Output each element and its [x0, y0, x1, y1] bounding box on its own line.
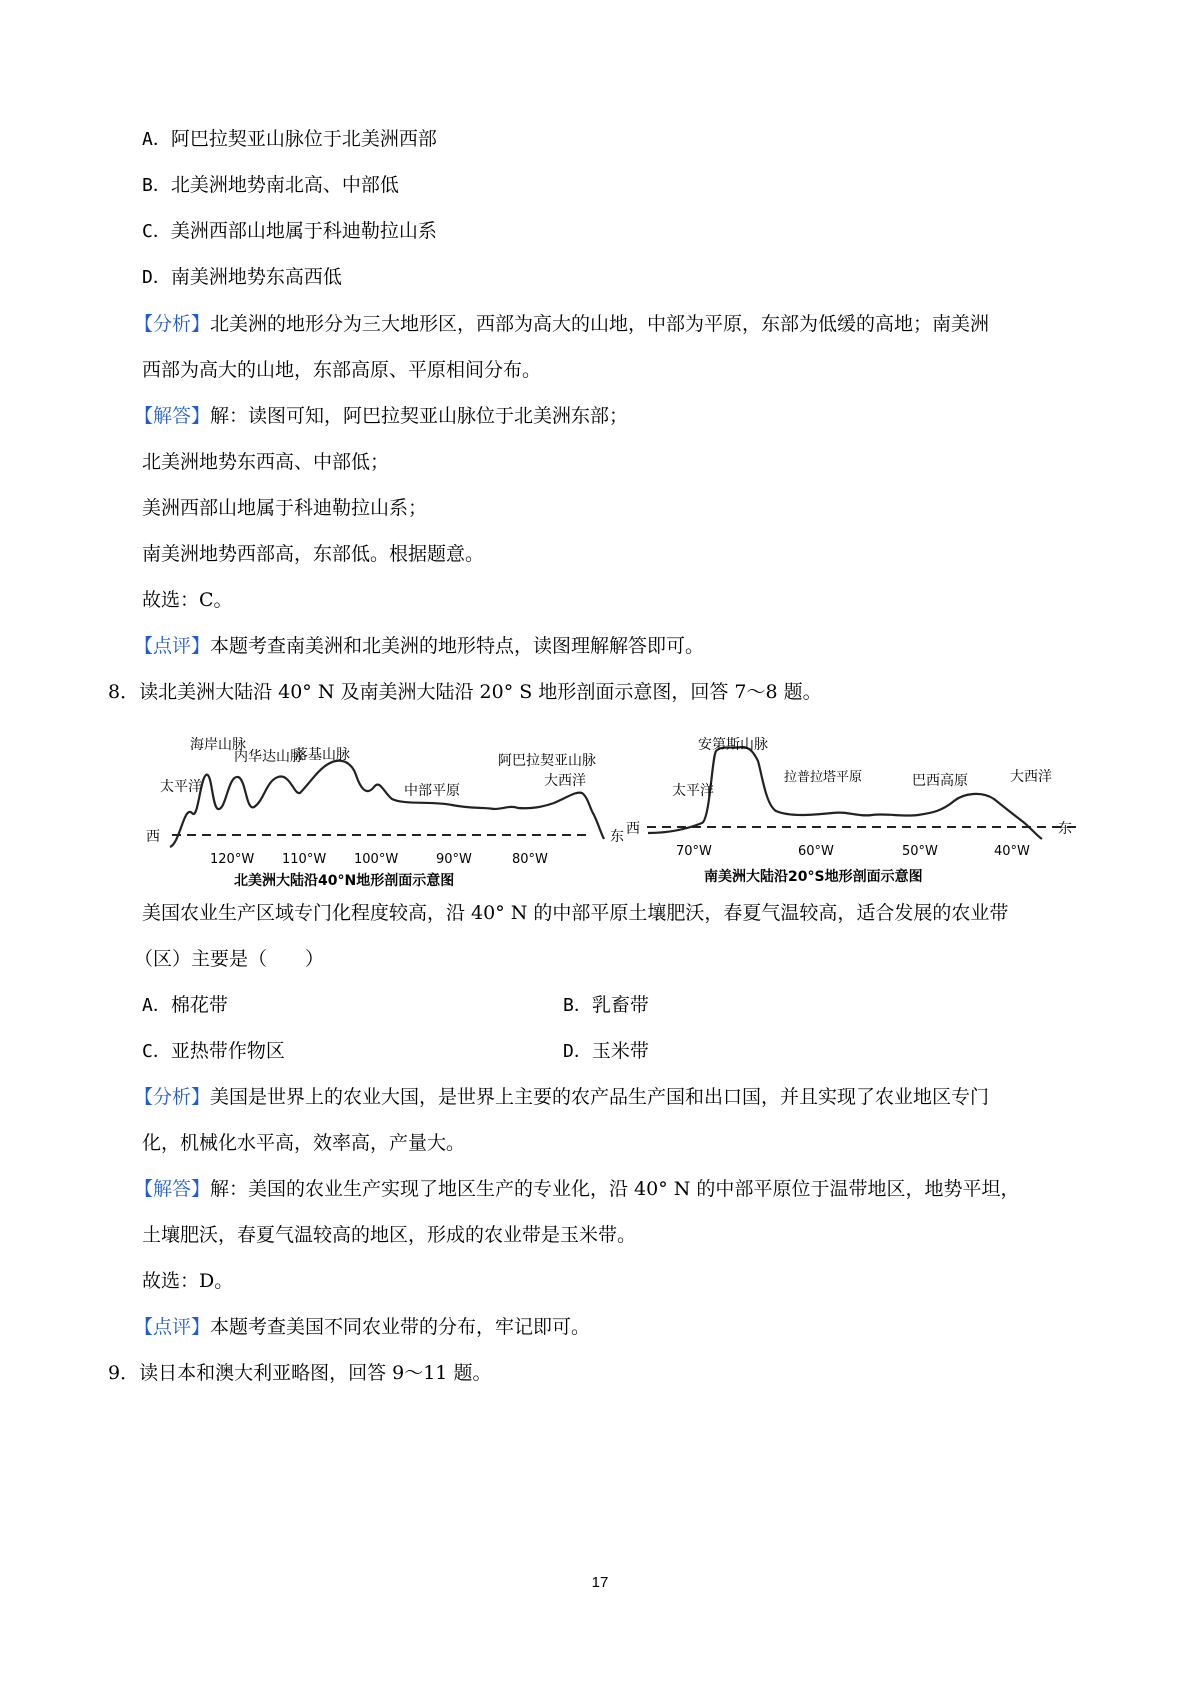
answer-tag: 【解答】 — [134, 1178, 211, 1200]
central-plain-label: 中部平原 — [404, 783, 460, 799]
tick-40w: 40°W — [994, 844, 1030, 859]
pacific-label-south: 太平洋 — [672, 783, 714, 799]
tick-50w: 50°W — [902, 844, 938, 859]
north-america-profile — [146, 736, 624, 889]
q8-stem: 8．读北美洲大陆沿 40° N 及南美洲大陆沿 20° S 地形剖面示意图，回答 7～8 题。 — [108, 681, 822, 703]
east-label: 东 — [610, 829, 624, 845]
q8-choice: 故选：D。 — [142, 1270, 234, 1292]
q7-comment: 【点评】本题考查南美洲和北美洲的地形特点，读图理解解答即可。 — [134, 635, 705, 657]
q7-analysis: 【分析】北美洲的地形分为三大地形区，西部为高大的山地，中部为平原，东部为低缓的高地；南美洲 — [134, 313, 990, 335]
q8-answer: 【解答】解：美国的农业生产实现了地区生产的专业化，沿 40° N 的中部平原位于温带地区，地势平坦， — [134, 1178, 1020, 1200]
q7-option-d: D．南美洲地势东高西低 — [142, 266, 342, 288]
west-label-south: 西 — [626, 821, 640, 837]
west-label: 西 — [146, 829, 160, 845]
analysis-tag: 【分析】 — [134, 1086, 211, 1108]
tick-80w: 80°W — [512, 852, 548, 867]
south-caption: 南美洲大陆沿20°S地形剖面示意图 — [704, 869, 923, 885]
q8-question-line2: （区）主要是（ ） — [134, 948, 325, 970]
east-label-south: 东 — [1058, 821, 1072, 837]
tick-110w: 110°W — [282, 852, 327, 867]
brazil-label: 巴西高原 — [912, 773, 968, 789]
rocky-label: 落基山脉 — [294, 747, 350, 763]
q7-answer-line4: 南美洲地势西部高，东部低。根据题意。 — [142, 543, 485, 565]
tick-100w: 100°W — [354, 852, 399, 867]
q7-option-a: A．阿巴拉契亚山脉位于北美洲西部 — [142, 128, 437, 150]
pacific-label: 太平洋 — [160, 779, 202, 795]
atlantic-label-south: 大西洋 — [1010, 769, 1052, 785]
tick-70w: 70°W — [676, 844, 712, 859]
q8-question-line1: 美国农业生产区域专门化程度较高，沿 40° N 的中部平原土壤肥沃，春夏气温较高，适合发展的农业带 — [142, 902, 1009, 924]
q8-option-c: C．亚热带作物区 — [142, 1040, 285, 1062]
tick-120w: 120°W — [210, 852, 255, 867]
q7-option-b: B．北美洲地势南北高、中部低 — [142, 174, 399, 196]
q7-option-c: C．美洲西部山地属于科迪勒拉山系 — [142, 220, 437, 242]
answer-tag: 【解答】 — [134, 405, 211, 427]
north-caption: 北美洲大陆沿40°N地形剖面示意图 — [234, 873, 455, 889]
q8-option-b: B．乳畜带 — [563, 994, 649, 1016]
page-number: 17 — [591, 1574, 609, 1591]
q7-answer-line3: 美洲西部山地属于科迪勒拉山系； — [142, 497, 428, 519]
appalachian-label: 阿巴拉契亚山脉 — [498, 753, 596, 769]
analysis-tag: 【分析】 — [134, 313, 211, 335]
terrain-profile-svg — [142, 735, 1082, 895]
comment-tag: 【点评】 — [134, 1316, 211, 1338]
q8-analysis: 【分析】美国是世界上的农业大国，是世界上主要的农产品生产国和出口国，并且实现了农业地区专门 — [134, 1086, 990, 1108]
laplata-label: 拉普拉塔平原 — [784, 770, 863, 785]
terrain-profile-figure — [142, 735, 1082, 899]
tick-60w: 60°W — [798, 844, 834, 859]
q7-choice: 故选：C。 — [142, 589, 233, 611]
q7-answer-line2: 北美洲地势东西高、中部低； — [142, 451, 390, 473]
q8-option-d: D．玉米带 — [563, 1040, 649, 1062]
nevada-label: 内华达山脉 — [234, 749, 304, 765]
q8-analysis-cont: 化，机械化水平高，效率高，产量大。 — [142, 1132, 466, 1154]
q8-option-a: A．棉花带 — [142, 994, 228, 1016]
q9-stem: 9．读日本和澳大利亚略图，回答 9～11 题。 — [108, 1362, 492, 1384]
q7-analysis-cont: 西部为高大的山地，东部高原、平原相间分布。 — [142, 359, 542, 381]
q8-answer-line2: 土壤肥沃，春夏气温较高的地区，形成的农业带是玉米带。 — [142, 1224, 637, 1246]
tick-90w: 90°W — [436, 852, 472, 867]
q8-comment: 【点评】本题考查美国不同农业带的分布，牢记即可。 — [134, 1316, 591, 1338]
south-america-profile — [626, 737, 1077, 885]
atlantic-label: 大西洋 — [544, 773, 586, 789]
q7-answer: 【解答】解：读图可知，阿巴拉契亚山脉位于北美洲东部； — [134, 405, 629, 427]
coast-range-label: 海岸山脉 — [190, 737, 246, 753]
comment-tag: 【点评】 — [134, 635, 211, 657]
andes-label: 安第斯山脉 — [698, 737, 768, 753]
